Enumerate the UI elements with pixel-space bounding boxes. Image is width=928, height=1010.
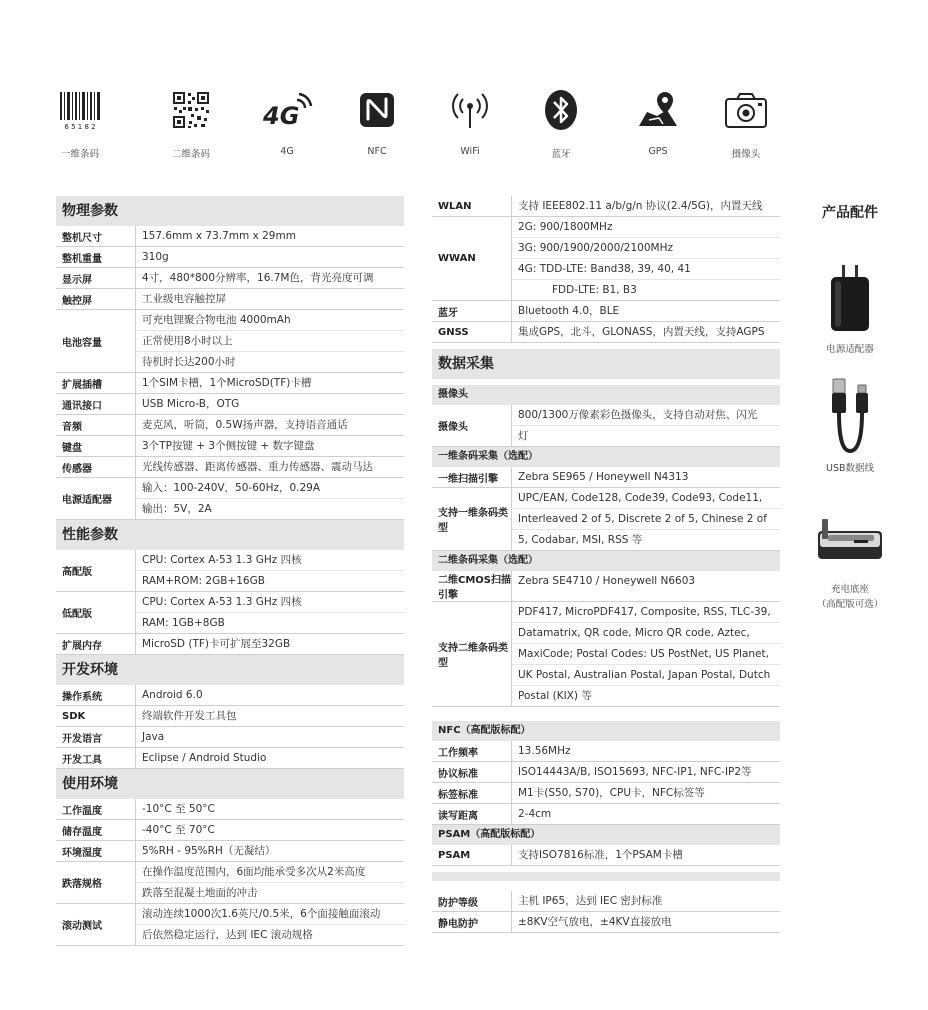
spec-row (56, 373, 404, 394)
spec-key: 开发语言 (56, 727, 136, 747)
psam-spec-list (432, 845, 780, 866)
spec-row (56, 634, 404, 655)
feature-bluetooth (521, 86, 601, 160)
power-adapter-icon (800, 262, 900, 334)
spec-value: 5, Codabar, MSI, RSS 等 (518, 534, 643, 546)
spec-row (56, 820, 404, 841)
spec-value-group (136, 550, 404, 591)
protection-spec-list (432, 891, 780, 933)
spec-key: 防护等级 (432, 891, 512, 911)
spec-row (56, 478, 404, 520)
spec-row (432, 196, 780, 217)
spec-value-group (512, 217, 780, 300)
feature-label: 一维条码 (60, 149, 99, 160)
spec-key: 电源适配器 (56, 478, 136, 519)
dev-env-spec-list (56, 685, 404, 769)
spec-value: 157.6mm x 73.7mm x 29mm (142, 230, 296, 242)
spec-row (432, 322, 780, 343)
feature-wifi (430, 86, 510, 157)
spec-value: 4G: TDD-LTE: Band38, 39, 40, 41 (512, 259, 780, 280)
spec-key: 蓝牙 (432, 301, 512, 321)
accessory-charging-cradle (800, 502, 900, 612)
section-performance-title: 性能参数 (56, 520, 404, 550)
spec-row (432, 804, 780, 825)
spec-value: 5%RH - 95%RH（无凝结） (142, 845, 276, 857)
spec-key: 传感器 (56, 457, 136, 477)
spec-key: 高配版 (56, 550, 136, 591)
feature-camera (706, 86, 786, 160)
spec-value: Zebra SE4710 / Honeywell N6603 (518, 575, 696, 587)
2d-barcode-spec-list (432, 571, 780, 707)
spec-value-group (136, 268, 404, 288)
spec-row (56, 289, 404, 310)
spec-value-group (136, 289, 404, 309)
spec-key: 电池容量 (56, 310, 136, 372)
spec-row (56, 226, 404, 247)
spec-row (56, 799, 404, 820)
spec-value: M1卡(S50, S70)，CPU卡，NFC标签等 (518, 787, 705, 799)
accessories-column (800, 196, 900, 636)
spec-value: Bluetooth 4.0，BLE (518, 305, 620, 317)
spec-value: 13.56MHz (518, 745, 571, 757)
spec-row (432, 405, 780, 447)
spec-value: 310g (142, 251, 169, 263)
communication-spec-list (432, 196, 780, 343)
spec-value: 支持ISO7816标准，1个PSAM卡槽 (518, 849, 683, 861)
spec-row (432, 912, 780, 933)
spec-value: 灯 (518, 430, 529, 442)
accessory-usb-cable (800, 381, 900, 476)
spec-value-group (136, 862, 404, 903)
feature-nfc (337, 86, 417, 157)
section-usage-env-title: 使用环境 (56, 769, 404, 799)
spec-value-group (512, 405, 780, 446)
spec-value: 主机 IP65，达到 IEC 密封标准 (518, 895, 663, 907)
spec-value: ±8KV空气放电，±4KV直接放电 (518, 916, 672, 928)
spec-value: 滚动连续1000次1.6英尺/0.5米，6个面接触面滚动 (136, 904, 404, 925)
spec-value-group (136, 226, 404, 246)
performance-spec-list (56, 550, 404, 655)
spec-value-group (136, 820, 404, 840)
spec-key: 支持二维条码类型 (432, 602, 512, 706)
charging-cradle-icon (800, 502, 900, 574)
1d-barcode-spec-list (432, 467, 780, 551)
feature-gps (618, 86, 698, 157)
spec-key: 整机尺寸 (56, 226, 136, 246)
spec-key: 环境湿度 (56, 841, 136, 861)
spec-row (56, 436, 404, 457)
physical-spec-list (56, 226, 404, 520)
spec-value: 后依然稳定运行，达到 IEC 滚动规格 (142, 929, 313, 941)
spec-key: 静电防护 (432, 912, 512, 932)
spec-key: 键盘 (56, 436, 136, 456)
spec-value: 800/1300万像素彩色摄像头，支持自动对焦、闪光 (512, 405, 780, 426)
spec-value: 可充电锂聚合物电池 4000mAh (136, 310, 404, 331)
spec-value: Postal (KIX) 等 (518, 690, 592, 702)
spec-value: Interleaved 2 of 5, Discrete 2 of 5, Chinese 2 of (512, 509, 780, 530)
middle-spec-column (432, 196, 780, 933)
spec-value-group (136, 685, 404, 705)
spec-key: 音频 (56, 415, 136, 435)
spec-value-group (136, 799, 404, 819)
spec-value: Java (142, 731, 165, 743)
nfc-icon (337, 86, 417, 134)
accessory-note: （高配版可选） (816, 599, 884, 610)
spec-row (56, 310, 404, 373)
spec-row (432, 783, 780, 804)
spec-value: 2-4cm (518, 808, 552, 820)
spec-value-group (136, 415, 404, 435)
spec-key: 显示屏 (56, 268, 136, 288)
spec-key: 滚动测试 (56, 904, 136, 945)
spec-key: 工作温度 (56, 799, 136, 819)
spec-value-group (512, 322, 780, 342)
spec-value: UK Postal, Australian Postal, Japan Postal, Dutch (512, 665, 780, 686)
spec-row (432, 488, 780, 551)
spec-value: Android 6.0 (142, 689, 203, 701)
accessory-label: USB数据线 (825, 463, 874, 474)
spec-value: -10°C 至 50°C (142, 803, 215, 815)
spec-row (56, 550, 404, 592)
spec-value: 终端软件开发工具包 (142, 710, 237, 722)
left-spec-column (56, 196, 404, 946)
spec-value: 工业级电容触控屏 (142, 293, 226, 305)
spec-value: 跌落至混凝土地面的冲击 (142, 887, 258, 899)
spec-value-group (512, 912, 780, 932)
spec-value-group (512, 571, 780, 601)
spec-value-group (136, 706, 404, 726)
spec-value-group (136, 478, 404, 519)
section-divider (432, 872, 780, 881)
spec-row (432, 762, 780, 783)
subsection-2d-title: 二维条码采集（选配） (432, 551, 780, 571)
feature-label: WiFi (460, 146, 480, 157)
spec-value: 3个TP按键 + 3个侧按键 + 数字键盘 (142, 440, 315, 452)
accessory-label: 电源适配器 (826, 344, 874, 355)
spec-row (56, 706, 404, 727)
spec-value: 支持 IEEE802.11 a/b/g/n 协议(2.4/5G)，内置天线 (518, 200, 763, 212)
camera-icon (706, 86, 786, 134)
spec-row (432, 217, 780, 301)
spec-value: Datamatrix, QR code, Micro QR code, Aztec, (512, 623, 780, 644)
spec-value-group (136, 457, 404, 477)
spec-value: MaxiCode; Postal Codes: US PostNet, US Planet, (512, 644, 780, 665)
spec-key: WLAN (432, 196, 512, 216)
spec-key: 一维扫描引擎 (432, 467, 512, 487)
spec-row (432, 845, 780, 866)
spec-key: PSAM (432, 845, 512, 865)
spec-value-group (512, 602, 780, 706)
spec-row (56, 748, 404, 769)
spec-value: 光线传感器、距离传感器、重力传感器、震动马达 (142, 461, 373, 473)
spec-row (432, 741, 780, 762)
spec-value: UPC/EAN, Code128, Code39, Code93, Code11, (512, 488, 780, 509)
spec-value: USB Micro-B，OTG (142, 398, 240, 410)
spec-key: 开发工具 (56, 748, 136, 768)
spec-key: 扩展插槽 (56, 373, 136, 393)
spec-key: 操作系统 (56, 685, 136, 705)
spec-key: 低配版 (56, 592, 136, 633)
spec-value: -40°C 至 70°C (142, 824, 215, 836)
feature-label: NFC (367, 146, 387, 157)
camera-spec-list (432, 405, 780, 447)
subsection-1d-title: 一维条码采集（选配） (432, 447, 780, 467)
feature-label: 4G (280, 146, 294, 157)
spec-value: Zebra SE965 / Honeywell N4313 (518, 471, 689, 483)
spec-row (432, 571, 780, 602)
subsection-camera-title: 摄像头 (432, 385, 780, 405)
spec-value-group (512, 845, 780, 865)
feature-label: 摄像头 (731, 149, 761, 160)
spec-key: 支持一维条码类型 (432, 488, 512, 550)
spec-key: 协议标准 (432, 762, 512, 782)
spec-value-group (512, 196, 780, 216)
feature-label: 蓝牙 (551, 149, 571, 160)
spec-value: RAM+ROM: 2GB+16GB (142, 575, 265, 587)
spec-value-group (136, 394, 404, 414)
feature-label: 二维条码 (171, 149, 210, 160)
spec-value: CPU: Cortex A-53 1.3 GHz 四核 (136, 592, 404, 613)
accessories-title: 产品配件 (822, 205, 878, 221)
spec-value-group (512, 762, 780, 782)
spec-row (432, 602, 780, 707)
accessory-label: 充电底座 (830, 584, 869, 595)
spec-row (56, 457, 404, 478)
spec-row (56, 268, 404, 289)
spec-row (432, 301, 780, 322)
spec-row (56, 592, 404, 634)
spec-value-group (512, 301, 780, 321)
4g-icon-text: 4G (263, 102, 300, 130)
section-physical-title: 物理参数 (56, 196, 404, 226)
spec-value: 输入：100-240V，50-60Hz，0.29A (136, 478, 404, 499)
spec-value: FDD-LTE: B1, B3 (552, 284, 637, 296)
feature-qr-code (151, 86, 231, 160)
spec-value-group (512, 891, 780, 911)
spec-value: PDF417, MicroPDF417, Composite, RSS, TLC-39, (512, 602, 780, 623)
spec-key: 触控屏 (56, 289, 136, 309)
spec-key: 标签标准 (432, 783, 512, 803)
spec-value-group (136, 247, 404, 267)
spec-row (56, 685, 404, 706)
spec-value: 正常使用8小时以上 (136, 331, 404, 352)
usage-env-spec-list (56, 799, 404, 946)
spec-value: 麦克风，听筒，0.5W扬声器，支持语音通话 (142, 419, 348, 431)
spec-key: 摄像头 (432, 405, 512, 446)
usb-cable-icon (800, 381, 900, 453)
qr-code-icon (151, 86, 231, 134)
spec-value-group (136, 634, 404, 654)
spec-row (56, 727, 404, 748)
spec-row (432, 467, 780, 488)
subsection-nfc-title: NFC（高配版标配） (432, 721, 780, 741)
spec-value: MicroSD (TF)卡可扩展至32GB (142, 638, 291, 650)
spec-key: 工作频率 (432, 741, 512, 761)
spec-value-group (136, 727, 404, 747)
spec-key: 储存温度 (56, 820, 136, 840)
spec-value-group (512, 488, 780, 550)
feature-4g (247, 86, 327, 157)
spec-key: 扩展内存 (56, 634, 136, 654)
spec-value: 2G: 900/1800MHz (512, 217, 780, 238)
spec-value: CPU: Cortex A-53 1.3 GHz 四核 (136, 550, 404, 571)
section-dev-env-title: 开发环境 (56, 655, 404, 685)
spec-key: WWAN (432, 217, 512, 300)
spec-value-group (512, 467, 780, 487)
spec-value-group (512, 804, 780, 824)
feature-icon-row (40, 86, 800, 166)
spec-value: 输出：5V，2A (142, 503, 212, 515)
accessory-power-adapter (800, 262, 900, 357)
spec-value-group (512, 783, 780, 803)
spec-value-group (136, 748, 404, 768)
gps-icon (618, 86, 698, 134)
barcode-icon (40, 86, 120, 134)
spec-value: 在操作温度范围内，6面均能承受多次从2米高度 (136, 862, 404, 883)
spec-row (56, 394, 404, 415)
spec-row (56, 904, 404, 946)
barcode-digits: 6 5 1 8 2 (64, 123, 96, 130)
spec-value-group (136, 373, 404, 393)
spec-row (56, 247, 404, 268)
spec-value-group (136, 592, 404, 633)
feature-barcode (40, 86, 120, 160)
spec-value-group (136, 436, 404, 456)
bluetooth-icon (521, 86, 601, 134)
spec-row (56, 415, 404, 436)
spec-key: 整机重量 (56, 247, 136, 267)
spec-key: 跌落规格 (56, 862, 136, 903)
spec-row (432, 891, 780, 912)
spec-key: 通讯接口 (56, 394, 136, 414)
spec-value: 集成GPS，北斗，GLONASS，内置天线，支持AGPS (518, 326, 765, 338)
spec-key: 读写距离 (432, 804, 512, 824)
feature-label: GPS (648, 146, 668, 157)
spec-value: 3G: 900/1900/2000/2100MHz (512, 238, 780, 259)
spec-value: RAM: 1GB+8GB (142, 617, 225, 629)
spec-value: 1个SIM卡槽，1个MicroSD(TF)卡槽 (142, 377, 312, 389)
subsection-psam-title: PSAM（高配版标配） (432, 825, 780, 845)
spec-row (56, 862, 404, 904)
spec-key: 二维CMOS扫描引擎 (432, 571, 512, 601)
spec-value-group (512, 741, 780, 761)
nfc-spec-list (432, 741, 780, 825)
spec-value: 待机时长达200小时 (142, 356, 236, 368)
spec-key: SDK (56, 706, 136, 726)
section-data-capture-title: 数据采集 (432, 349, 780, 379)
4g-icon (247, 86, 327, 134)
spec-value: Eclipse / Android Studio (142, 752, 267, 764)
spec-key: GNSS (432, 322, 512, 342)
spec-value-group (136, 904, 404, 945)
spec-value-group (136, 310, 404, 372)
spec-value: 4寸，480*800分辨率，16.7M色，背光亮度可调 (142, 272, 374, 284)
spec-row (56, 841, 404, 862)
spec-value-group (136, 841, 404, 861)
spec-value: ISO14443A/B, ISO15693, NFC-IP1, NFC-IP2等 (518, 766, 752, 778)
wifi-icon (430, 86, 510, 134)
